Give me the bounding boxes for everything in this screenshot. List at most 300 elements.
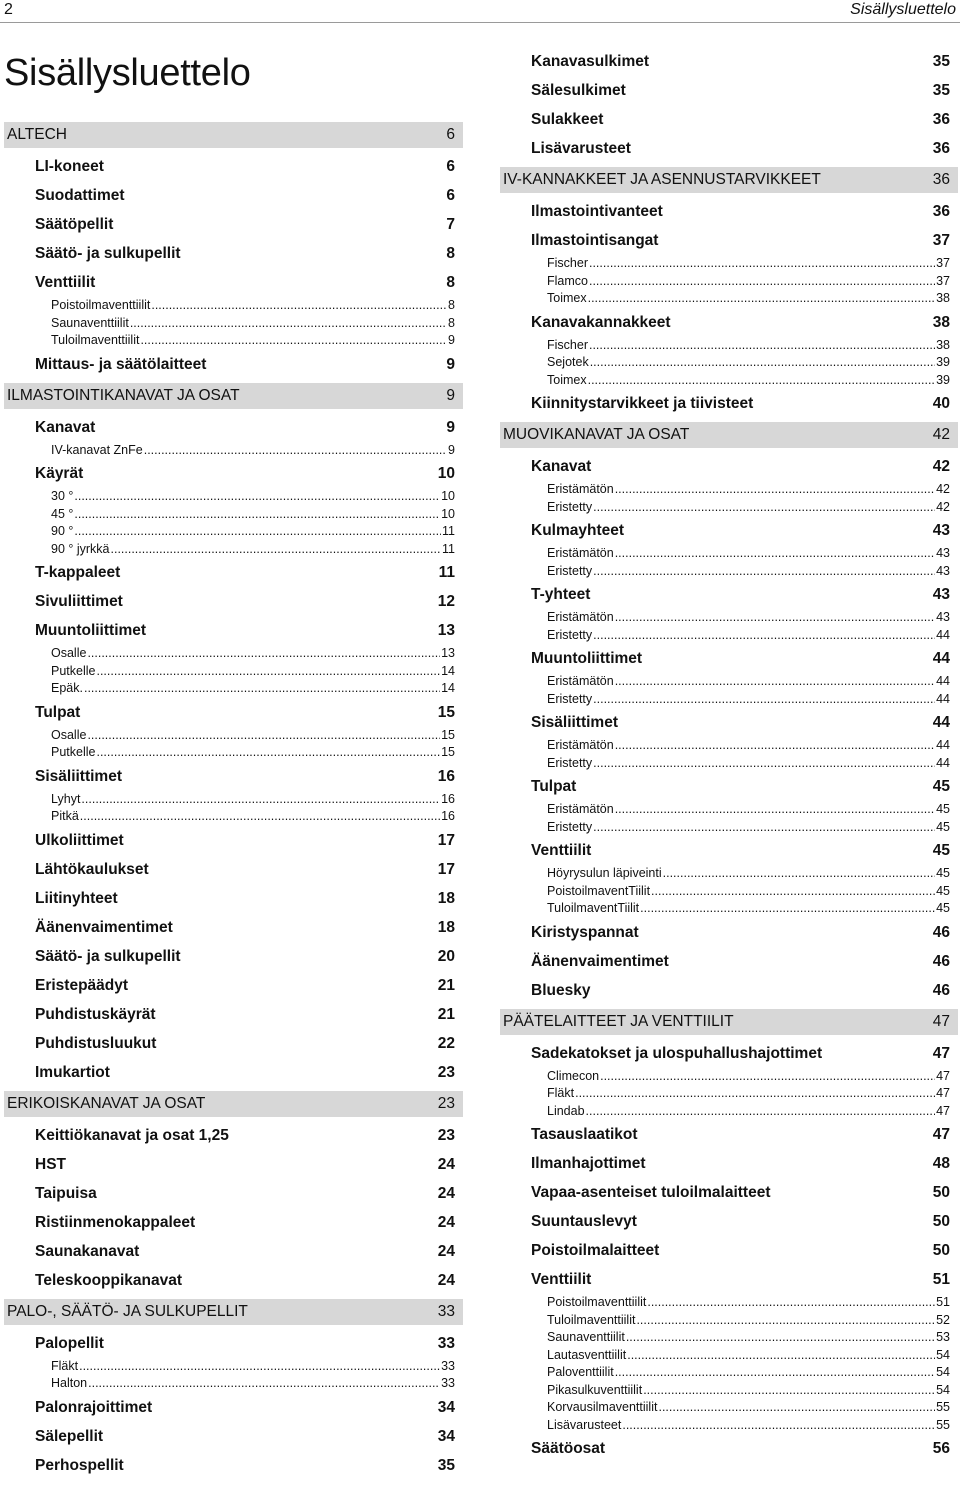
toc-entry-label: Säätöpellit xyxy=(35,216,114,233)
toc-entry-label: Suuntauslevyt xyxy=(531,1213,637,1230)
toc-page-number: 38 xyxy=(936,291,950,305)
toc-page-number: 37 xyxy=(936,256,950,270)
toc-entry[interactable] xyxy=(4,210,463,239)
toc-page-number: 14 xyxy=(441,681,455,695)
toc-page-number: 42 xyxy=(932,426,950,443)
toc-subentry[interactable] xyxy=(500,255,958,273)
toc-subentry[interactable] xyxy=(500,1085,958,1103)
toc-entry-label: Halton xyxy=(51,1376,88,1390)
toc-column-left xyxy=(4,118,463,1480)
toc-subentry[interactable] xyxy=(500,1364,958,1382)
toc-entry[interactable] xyxy=(500,1207,958,1236)
toc-entry-label: Lindab xyxy=(547,1103,585,1118)
toc-page-number: 45 xyxy=(936,883,950,898)
toc-page-number: 54 xyxy=(936,1347,950,1362)
toc-page-number: 40 xyxy=(932,395,950,412)
toc-entry-label: Lautasventtiilit xyxy=(547,1347,627,1362)
dot-leader xyxy=(615,737,935,755)
toc-page-number: 37 xyxy=(932,232,950,249)
toc-subentry[interactable] xyxy=(500,801,958,819)
toc-subentry[interactable] xyxy=(4,315,463,333)
toc-entry-label: Korvausilmaventtiilit xyxy=(547,1400,658,1414)
toc-page-number: 46 xyxy=(932,952,950,970)
toc-entry[interactable] xyxy=(500,197,958,226)
toc-entry-label: Sivuliittimet xyxy=(35,593,123,610)
toc-entry-label: Climecon xyxy=(547,1068,600,1083)
toc-page-number: 21 xyxy=(437,976,455,994)
toc-entry[interactable] xyxy=(500,947,958,976)
toc-entry-label: Ilmastointisangat xyxy=(531,232,659,249)
toc-page-number: 16 xyxy=(441,809,455,823)
toc-entry-label: Höyrysulun läpiveinti xyxy=(547,866,662,880)
toc-section-heading[interactable] xyxy=(500,1009,958,1035)
toc-entry[interactable] xyxy=(4,1000,463,1029)
toc-entry[interactable] xyxy=(4,826,463,855)
toc-entry[interactable] xyxy=(500,644,958,673)
page-title: Sisällysluettelo xyxy=(4,52,251,94)
toc-subentry[interactable] xyxy=(500,354,958,372)
toc-entry-label: Säätö- ja sulkupellit xyxy=(35,947,181,965)
toc-page-number: 56 xyxy=(932,1440,950,1457)
dot-leader xyxy=(600,1068,935,1086)
toc-page-number: 35 xyxy=(932,53,950,70)
toc-entry-label: Poistoilmaventtiilit xyxy=(547,1295,647,1309)
toc-entry[interactable] xyxy=(500,1120,958,1149)
toc-entry-label: Pitkä xyxy=(51,809,79,823)
toc-page-number: 18 xyxy=(437,918,455,936)
toc-entry[interactable] xyxy=(4,1058,463,1087)
toc-page-number: 43 xyxy=(932,522,950,539)
toc-entry-label: Eristämätön xyxy=(547,546,614,560)
toc-entry-label: Fläkt xyxy=(547,1086,575,1100)
toc-entry-label: ILMASTOINTIKANAVAT JA OSAT xyxy=(7,386,240,404)
toc-entry[interactable] xyxy=(500,1265,958,1294)
toc-entry[interactable] xyxy=(500,389,958,418)
toc-page-number: 13 xyxy=(441,646,455,660)
toc-entry-label: PÄÄTELAITTEET JA VENTTIILIT xyxy=(503,1012,734,1030)
dot-leader xyxy=(590,354,935,372)
toc-page-number: 53 xyxy=(936,1330,950,1344)
toc-entry-label: Pikasulkuventtiilit xyxy=(547,1382,643,1397)
toc-page-number: 11 xyxy=(442,524,455,538)
toc-page-number: 11 xyxy=(438,564,455,581)
toc-entry-label: Suodattimet xyxy=(35,187,125,204)
dot-leader xyxy=(615,801,935,819)
toc-entry-label: Sälepellit xyxy=(35,1427,104,1445)
toc-entry[interactable] xyxy=(500,580,958,609)
toc-subentry[interactable] xyxy=(4,506,463,524)
toc-page-number: 33 xyxy=(437,1302,455,1320)
toc-entry-label: ERIKOISKANAVAT JA OSAT xyxy=(7,1094,206,1112)
toc-entry[interactable] xyxy=(4,884,463,913)
toc-entry-label: Sulakkeet xyxy=(531,111,604,128)
toc-entry-label: IV-KANNAKKEET JA ASENNUSTARVIKKEET xyxy=(503,171,821,188)
toc-entry[interactable] xyxy=(4,1208,463,1237)
toc-subentry[interactable] xyxy=(500,337,958,355)
toc-entry[interactable] xyxy=(4,350,463,379)
toc-entry-label: Kulmayhteet xyxy=(531,522,625,539)
toc-page-number: 6 xyxy=(446,158,455,175)
toc-subentry[interactable] xyxy=(4,297,463,315)
dot-leader xyxy=(643,1382,935,1400)
toc-entry[interactable] xyxy=(500,1178,958,1207)
toc-subentry[interactable] xyxy=(500,1417,958,1435)
toc-page-number: 38 xyxy=(936,337,950,352)
toc-section-heading[interactable] xyxy=(4,1091,463,1117)
toc-page-number: 47 xyxy=(932,1044,950,1062)
toc-subentry[interactable] xyxy=(500,290,958,308)
toc-subentry[interactable] xyxy=(4,523,463,541)
toc-subentry[interactable] xyxy=(500,1312,958,1330)
toc-page-number: 45 xyxy=(936,866,950,880)
dot-leader xyxy=(88,1375,440,1393)
toc-entry-label: Palonrajoittimet xyxy=(35,1398,153,1416)
dot-leader xyxy=(74,506,440,524)
toc-entry[interactable] xyxy=(4,1121,463,1150)
toc-entry-label: Perhospellit xyxy=(35,1456,124,1474)
toc-subentry[interactable] xyxy=(4,727,463,745)
toc-subentry[interactable] xyxy=(4,442,463,460)
toc-entry-label: Tuloilmaventtiilit xyxy=(547,1312,636,1327)
toc-entry-label: Sälesulkimet xyxy=(531,82,626,99)
toc-page-number: 44 xyxy=(932,714,950,731)
toc-subentry[interactable] xyxy=(4,744,463,762)
toc-page-number: 15 xyxy=(441,727,455,742)
toc-entry[interactable] xyxy=(4,459,463,488)
toc-page-number: 35 xyxy=(932,82,950,99)
toc-entry[interactable] xyxy=(500,516,958,545)
toc-page-number: 9 xyxy=(446,386,455,404)
toc-entry[interactable] xyxy=(4,1422,463,1451)
toc-subentry[interactable] xyxy=(500,273,958,291)
toc-entry-label: Putkelle xyxy=(51,745,96,759)
toc-subentry[interactable] xyxy=(500,481,958,499)
toc-subentry[interactable] xyxy=(500,1399,958,1417)
toc-entry-label: Fischer xyxy=(547,337,588,352)
toc-section-heading[interactable] xyxy=(4,1299,463,1325)
toc-entry-label: Säätö- ja sulkupellit xyxy=(35,245,181,262)
toc-page-number: 8 xyxy=(448,298,455,312)
toc-page-number: 24 xyxy=(437,1242,455,1260)
toc-entry-label: T-yhteet xyxy=(531,586,591,603)
dot-leader xyxy=(593,755,935,773)
toc-entry-label: Putkelle xyxy=(51,663,96,678)
toc-entry-label: Eristämätön xyxy=(547,802,614,816)
toc-subentry[interactable] xyxy=(500,1294,958,1312)
toc-entry[interactable] xyxy=(4,616,463,645)
toc-entry[interactable] xyxy=(500,1039,958,1068)
toc-page-number: 24 xyxy=(437,1155,455,1173)
toc-entry[interactable] xyxy=(500,918,958,947)
page-header xyxy=(0,0,960,23)
toc-entry[interactable] xyxy=(4,1393,463,1422)
running-title: Sisällysluettelo xyxy=(850,1,956,18)
toc-entry-label: Ilmanhajottimet xyxy=(531,1155,646,1172)
toc-entry-label: Lisävarusteet xyxy=(531,140,631,157)
toc-page-number: 48 xyxy=(932,1155,950,1172)
toc-entry[interactable] xyxy=(4,1179,463,1208)
toc-entry[interactable] xyxy=(4,413,463,442)
toc-page-number: 11 xyxy=(442,541,455,556)
toc-entry-label: Palopellit xyxy=(35,1334,104,1352)
toc-entry[interactable] xyxy=(500,76,958,105)
dot-leader xyxy=(79,1358,440,1376)
toc-entry[interactable] xyxy=(4,1237,463,1266)
toc-page-number: 42 xyxy=(932,458,950,475)
toc-subentry[interactable] xyxy=(4,1358,463,1376)
dot-leader xyxy=(575,1085,935,1103)
toc-page-number: 42 xyxy=(936,482,950,496)
toc-entry-label: MUOVIKANAVAT JA OSAT xyxy=(503,426,690,443)
toc-entry[interactable] xyxy=(500,134,958,163)
toc-page-number: 15 xyxy=(437,703,455,721)
toc-entry-label: Eristetty xyxy=(547,627,593,642)
toc-section-heading[interactable] xyxy=(4,122,463,148)
toc-page-number: 45 xyxy=(936,819,950,834)
toc-entry[interactable] xyxy=(500,772,958,801)
toc-page-number: 14 xyxy=(441,663,455,678)
toc-subentry[interactable] xyxy=(500,883,958,901)
toc-page-number: 43 xyxy=(932,586,950,603)
toc-page-number: 44 xyxy=(936,755,950,770)
dot-leader xyxy=(87,727,440,745)
toc-subentry[interactable] xyxy=(500,691,958,709)
toc-entry[interactable] xyxy=(500,308,958,337)
toc-entry-label: PALO-, SÄÄTÖ- JA SULKUPELLIT xyxy=(7,1302,248,1320)
toc-page-number: 42 xyxy=(936,499,950,514)
toc-page-number: 38 xyxy=(932,313,950,331)
toc-subentry[interactable] xyxy=(4,645,463,663)
toc-page-number: 47 xyxy=(936,1068,950,1083)
toc-page-number: 9 xyxy=(446,418,455,436)
dot-leader xyxy=(626,1329,935,1347)
toc-page-number: 24 xyxy=(437,1271,455,1289)
toc-page-number: 8 xyxy=(446,274,455,291)
toc-subentry[interactable] xyxy=(500,755,958,773)
toc-subentry[interactable] xyxy=(500,1382,958,1400)
toc-subentry[interactable] xyxy=(4,808,463,826)
toc-entry-label: Toimex xyxy=(547,291,587,305)
dot-leader xyxy=(636,1312,935,1330)
toc-subentry[interactable] xyxy=(4,791,463,809)
toc-page-number: 50 xyxy=(932,1184,950,1201)
toc-entry[interactable] xyxy=(4,971,463,1000)
dot-leader xyxy=(84,680,440,698)
toc-entry[interactable] xyxy=(4,558,463,587)
dot-leader xyxy=(647,1294,935,1312)
toc-entry[interactable] xyxy=(4,181,463,210)
toc-entry-label: Eristämätön xyxy=(547,482,614,496)
toc-subentry[interactable] xyxy=(500,545,958,563)
toc-entry-label: Sisäliittimet xyxy=(35,767,122,785)
toc-entry[interactable] xyxy=(500,105,958,134)
toc-page-number: 24 xyxy=(437,1213,455,1231)
toc-entry[interactable] xyxy=(4,268,463,297)
toc-entry[interactable] xyxy=(500,708,958,737)
toc-page-number: 34 xyxy=(437,1398,455,1416)
toc-entry-label: Saunaventtiilit xyxy=(51,315,129,330)
toc-entry-label: Lähtökaulukset xyxy=(35,860,149,878)
toc-subentry[interactable] xyxy=(500,865,958,883)
toc-section-heading[interactable] xyxy=(500,167,958,193)
dot-leader xyxy=(588,290,936,308)
toc-subentry[interactable] xyxy=(4,488,463,506)
toc-entry[interactable] xyxy=(4,1329,463,1358)
toc-entry-label: Kiinnitystarvikkeet ja tiivisteet xyxy=(531,395,754,412)
dot-leader xyxy=(640,900,935,918)
toc-entry-label: Kanavat xyxy=(35,418,96,436)
toc-entry-label: Saunaventtiilit xyxy=(547,1330,625,1344)
toc-entry-label: Puhdistusluukut xyxy=(35,1034,157,1052)
toc-entry-label: Keittiökanavat ja osat 1,25 xyxy=(35,1126,229,1144)
toc-page-number: 45 xyxy=(932,778,950,795)
toc-page-number: 17 xyxy=(437,860,455,878)
toc-entry[interactable] xyxy=(500,452,958,481)
toc-subentry[interactable] xyxy=(4,332,463,350)
toc-page-number: 10 xyxy=(437,465,455,482)
toc-entry[interactable] xyxy=(4,762,463,791)
toc-page-number: 51 xyxy=(936,1295,950,1309)
toc-subentry[interactable] xyxy=(500,1347,958,1365)
toc-page-number: 34 xyxy=(437,1427,455,1445)
toc-entry[interactable] xyxy=(4,152,463,181)
dot-leader xyxy=(74,488,440,506)
toc-entry[interactable] xyxy=(500,1434,958,1463)
toc-page-number: 47 xyxy=(932,1126,950,1143)
dot-leader xyxy=(615,545,935,563)
toc-entry[interactable] xyxy=(4,1451,463,1480)
toc-entry-label: Toimex xyxy=(547,372,587,387)
toc-entry[interactable] xyxy=(500,1236,958,1265)
toc-subentry[interactable] xyxy=(500,819,958,837)
toc-subentry[interactable] xyxy=(500,372,958,390)
toc-entry-label: Kiristyspannat xyxy=(531,923,639,941)
toc-page-number: 18 xyxy=(437,889,455,907)
toc-entry[interactable] xyxy=(500,47,958,76)
toc-entry[interactable] xyxy=(500,1149,958,1178)
toc-entry-label: Teleskooppikanavat xyxy=(35,1271,183,1289)
dot-leader xyxy=(663,865,935,883)
dot-leader xyxy=(593,691,935,709)
toc-entry-label: Lisävarusteet xyxy=(547,1417,622,1432)
toc-entry[interactable] xyxy=(4,1150,463,1179)
toc-page-number: 50 xyxy=(932,1242,950,1259)
dot-leader xyxy=(151,297,447,315)
dot-leader xyxy=(593,627,935,645)
toc-subentry[interactable] xyxy=(500,499,958,517)
toc-entry-label: Fischer xyxy=(547,256,588,270)
toc-page-number: 16 xyxy=(437,767,455,785)
toc-subentry[interactable] xyxy=(500,563,958,581)
toc-entry-label: 90 ° jyrkkä xyxy=(51,541,110,556)
toc-entry-label: Eristämätön xyxy=(547,738,614,752)
toc-page-number: 36 xyxy=(932,203,950,220)
toc-page-number: 35 xyxy=(437,1456,455,1474)
toc-page-number: 6 xyxy=(446,187,455,204)
toc-page-number: 17 xyxy=(437,831,455,849)
toc-entry[interactable] xyxy=(4,1266,463,1295)
toc-subentry[interactable] xyxy=(500,737,958,755)
toc-subentry[interactable] xyxy=(500,1068,958,1086)
toc-subentry[interactable] xyxy=(4,1375,463,1393)
toc-entry[interactable] xyxy=(4,1029,463,1058)
toc-subentry[interactable] xyxy=(500,1103,958,1121)
toc-entry-label: Bluesky xyxy=(531,981,591,999)
toc-entry[interactable] xyxy=(4,587,463,616)
toc-subentry[interactable] xyxy=(4,541,463,559)
toc-entry-label: Imukartiot xyxy=(35,1063,110,1081)
toc-subentry[interactable] xyxy=(500,609,958,627)
toc-entry-label: Venttiilit xyxy=(531,1271,592,1288)
toc-entry-label: Eristetty xyxy=(547,563,593,578)
dot-leader xyxy=(593,819,935,837)
toc-section-heading[interactable] xyxy=(500,422,958,448)
toc-page-number: 8 xyxy=(446,245,455,262)
toc-entry-label: PoistoilmaventTiilit xyxy=(547,883,651,898)
toc-entry-label: Poistoilmalaitteet xyxy=(531,1242,660,1259)
toc-subentry[interactable] xyxy=(4,680,463,698)
toc-page-number: 54 xyxy=(936,1382,950,1397)
toc-entry[interactable] xyxy=(4,239,463,268)
toc-entry-label: Poistoilmaventtiilit xyxy=(51,298,151,312)
toc-section-heading[interactable] xyxy=(4,383,463,409)
toc-page-number: 39 xyxy=(936,372,950,387)
toc-page-number: 7 xyxy=(446,216,455,233)
toc-page-number: 45 xyxy=(932,842,950,859)
toc-page-number: 39 xyxy=(936,355,950,369)
toc-page-number: 44 xyxy=(936,691,950,706)
dot-leader xyxy=(589,273,935,291)
toc-entry-label: 30 ° xyxy=(51,489,74,503)
toc-entry[interactable] xyxy=(4,698,463,727)
toc-entry[interactable] xyxy=(4,942,463,971)
toc-page-number: 33 xyxy=(441,1358,455,1373)
toc-page-number: 36 xyxy=(932,140,950,157)
toc-entry-label: Kanavat xyxy=(531,458,592,475)
toc-subentry[interactable] xyxy=(500,673,958,691)
toc-subentry[interactable] xyxy=(500,627,958,645)
toc-entry[interactable] xyxy=(4,913,463,942)
toc-entry-label: Muuntoliittimet xyxy=(35,622,147,639)
toc-entry-label: Eristämätön xyxy=(547,674,614,688)
toc-entry-label: 45 ° xyxy=(51,506,74,521)
toc-page-number: 36 xyxy=(932,111,950,128)
toc-subentry[interactable] xyxy=(4,663,463,681)
toc-page-number: 23 xyxy=(437,1063,455,1081)
dot-leader xyxy=(615,481,935,499)
toc-entry-label: Mittaus- ja säätölaitteet xyxy=(35,355,207,373)
toc-entry[interactable] xyxy=(500,976,958,1005)
toc-subentry[interactable] xyxy=(500,1329,958,1347)
toc-entry[interactable] xyxy=(4,855,463,884)
toc-entry-label: Paloventtiilit xyxy=(547,1365,614,1379)
toc-page-number: 33 xyxy=(441,1376,455,1390)
toc-entry-label: Puhdistuskäyrät xyxy=(35,1005,156,1023)
toc-entry-label: Ristiinmenokappaleet xyxy=(35,1213,196,1231)
dot-leader xyxy=(586,1103,936,1121)
dot-leader xyxy=(593,563,935,581)
toc-entry-label: Flamco xyxy=(547,273,588,288)
dot-leader xyxy=(589,337,935,355)
toc-subentry[interactable] xyxy=(500,900,958,918)
toc-page-number: 16 xyxy=(441,791,455,806)
dot-leader xyxy=(658,1399,935,1417)
toc-entry[interactable] xyxy=(500,226,958,255)
toc-entry-label: HST xyxy=(35,1155,66,1173)
toc-entry[interactable] xyxy=(500,836,958,865)
toc-entry-label: Käyrät xyxy=(35,465,84,482)
dot-leader xyxy=(96,663,440,681)
